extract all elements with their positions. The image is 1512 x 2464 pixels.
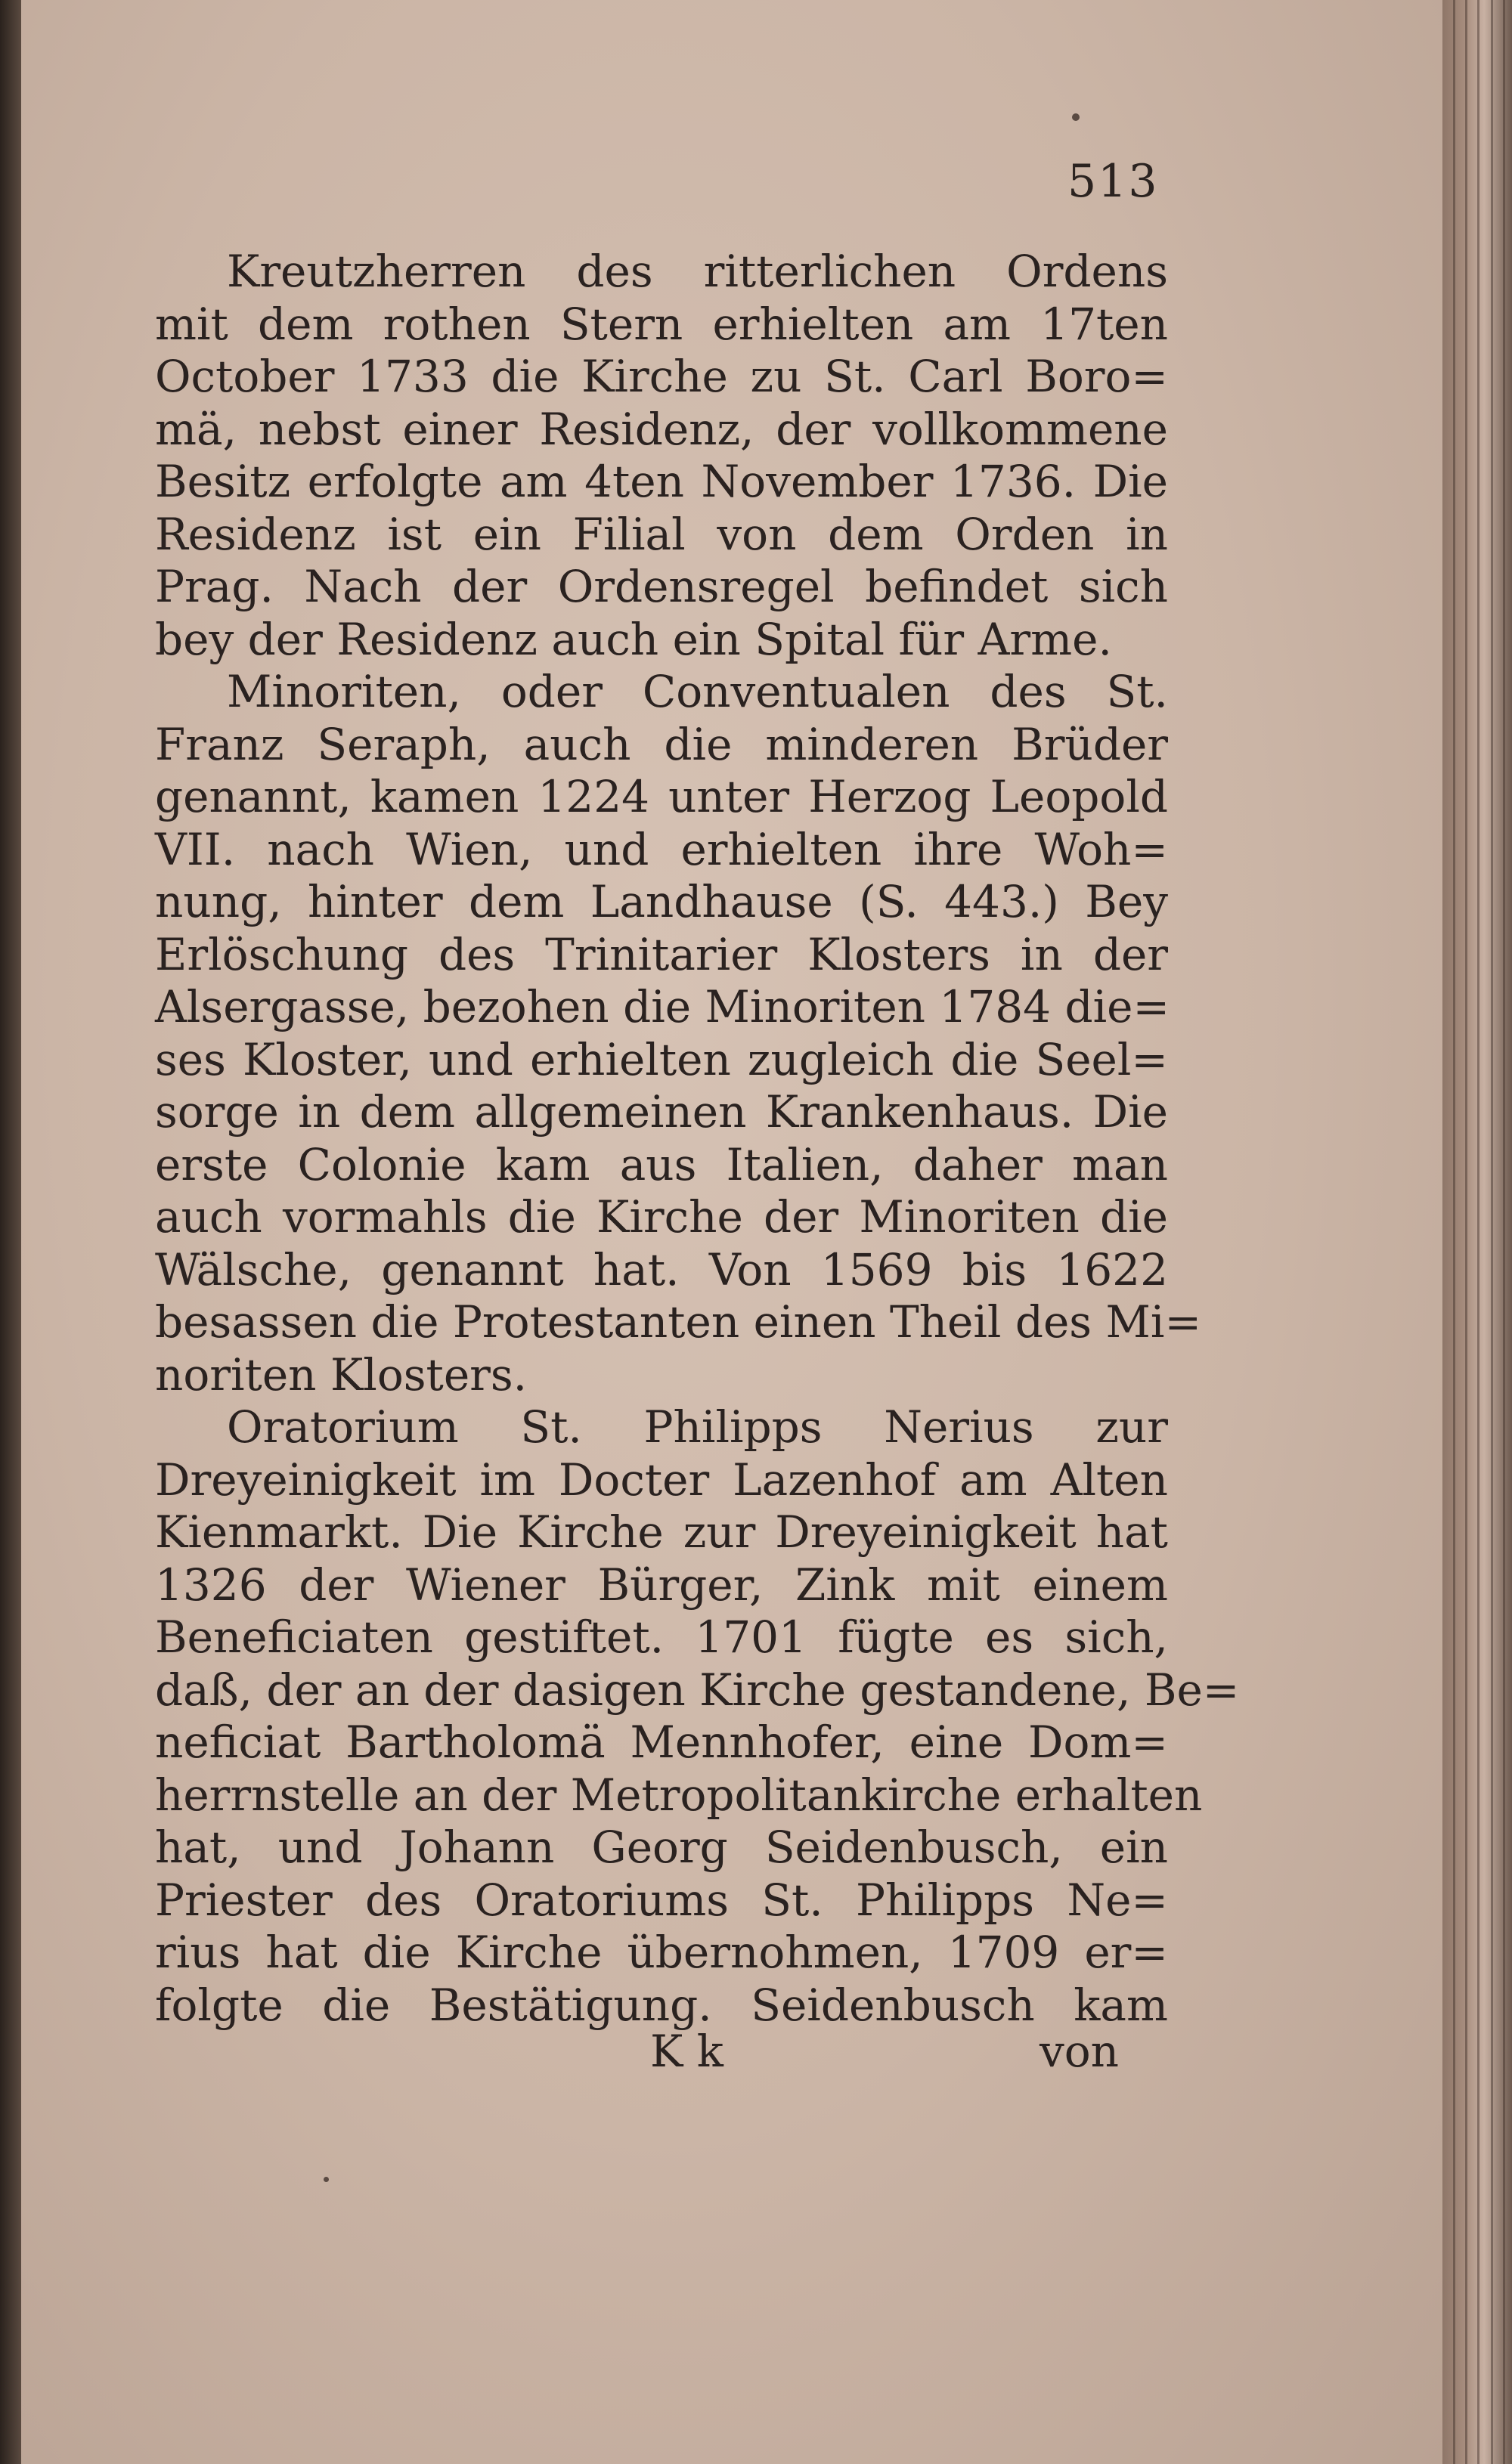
text-line: Wälsche, genannt hat. Von 1569 bis 1622 bbox=[155, 1243, 1168, 1295]
text-line: Prag. Nach der Ordensregel befindet sich bbox=[155, 561, 1168, 612]
text-line: mä, nebst einer Residenz, der vollkommene bbox=[155, 403, 1168, 455]
signature-mark: K k bbox=[650, 2026, 723, 2077]
text-line: Besitz erfolgte am 4ten November 1736. Die bbox=[155, 456, 1168, 507]
catchword: von bbox=[1040, 2026, 1120, 2077]
text-line: neficiat Bartholomä Mennhofer, eine Dom= bbox=[155, 1716, 1168, 1768]
text-line: bey der Residenz auch ein Spital für Arme. bbox=[155, 613, 1112, 665]
text-line: Kreutzherren des ritterlichen Ordens bbox=[227, 246, 1168, 297]
text-line: Minoriten, oder Conventualen des St. bbox=[227, 666, 1168, 717]
text-line: nung, hinter dem Landhause (S. 443.) Bey bbox=[155, 876, 1168, 927]
text-line: October 1733 die Kirche zu St. Carl Boro= bbox=[155, 351, 1168, 402]
text-line: Dreyeinigkeit im Docter Lazenhof am Alten bbox=[155, 1453, 1168, 1506]
text-line: ses Kloster, und erhielten zugleich die Seel= bbox=[155, 1033, 1168, 1085]
text-line: hat, und Johann Georg Seidenbusch, ein bbox=[155, 1822, 1168, 1873]
text-line: genannt, kamen 1224 unter Herzog Leopold bbox=[155, 771, 1168, 822]
text-line: sorge in dem allgemeinen Krankenhaus. Die bbox=[155, 1086, 1168, 1138]
text-line: Oratorium St. Philipps Nerius zur bbox=[227, 1401, 1168, 1453]
ink-speck bbox=[324, 2177, 329, 2182]
page-edges bbox=[1442, 0, 1512, 2464]
text-line: folgte die Bestätigung. Seidenbusch kam bbox=[155, 1979, 1168, 2031]
text-line: auch vormahls die Kirche der Minoriten die bbox=[155, 1191, 1168, 1243]
text-line: Residenz ist ein Filial von dem Orden in bbox=[155, 508, 1168, 560]
text-line: noriten Klosters. bbox=[155, 1348, 528, 1401]
text-line: Beneficiaten gestiftet. 1701 fügte es sich, bbox=[155, 1611, 1168, 1663]
text-line: VII. nach Wien, und erhielten ihre Woh= bbox=[155, 823, 1168, 875]
text-line: 1326 der Wiener Bürger, Zink mit einem bbox=[155, 1559, 1168, 1611]
text-line: herrnstelle an der Metropolitankirche erhalten bbox=[155, 1769, 1203, 1821]
text-line: Priester des Oratoriums St. Philipps Ne= bbox=[155, 1874, 1168, 1926]
body-text bbox=[155, 246, 1240, 2032]
text-line: besassen die Protestanten einen Theil des Mi= bbox=[155, 1296, 1202, 1348]
text-line: mit dem rothen Stern erhielten am 17ten bbox=[155, 298, 1168, 350]
text-line: rius hat die Kirche übernohmen, 1709 er= bbox=[155, 1927, 1168, 1978]
text-line: erste Colonie kam aus Italien, daher man bbox=[155, 1138, 1168, 1190]
text-line: Franz Seraph, auch die minderen Brüder bbox=[155, 718, 1168, 770]
ink-speck bbox=[1072, 113, 1080, 121]
page-number: 513 bbox=[1067, 155, 1159, 208]
text-line: Erlöschung des Trinitarier Klosters in der bbox=[155, 928, 1168, 980]
book-gutter bbox=[0, 0, 21, 2464]
text-line: Kienmarkt. Die Kirche zur Dreyeinigkeit hat bbox=[155, 1506, 1168, 1558]
text-line: daß, der an der dasigen Kirche gestandene, Be= bbox=[155, 1664, 1240, 1716]
text-line: Alsergasse, bezohen die Minoriten 1784 die= bbox=[155, 981, 1170, 1032]
